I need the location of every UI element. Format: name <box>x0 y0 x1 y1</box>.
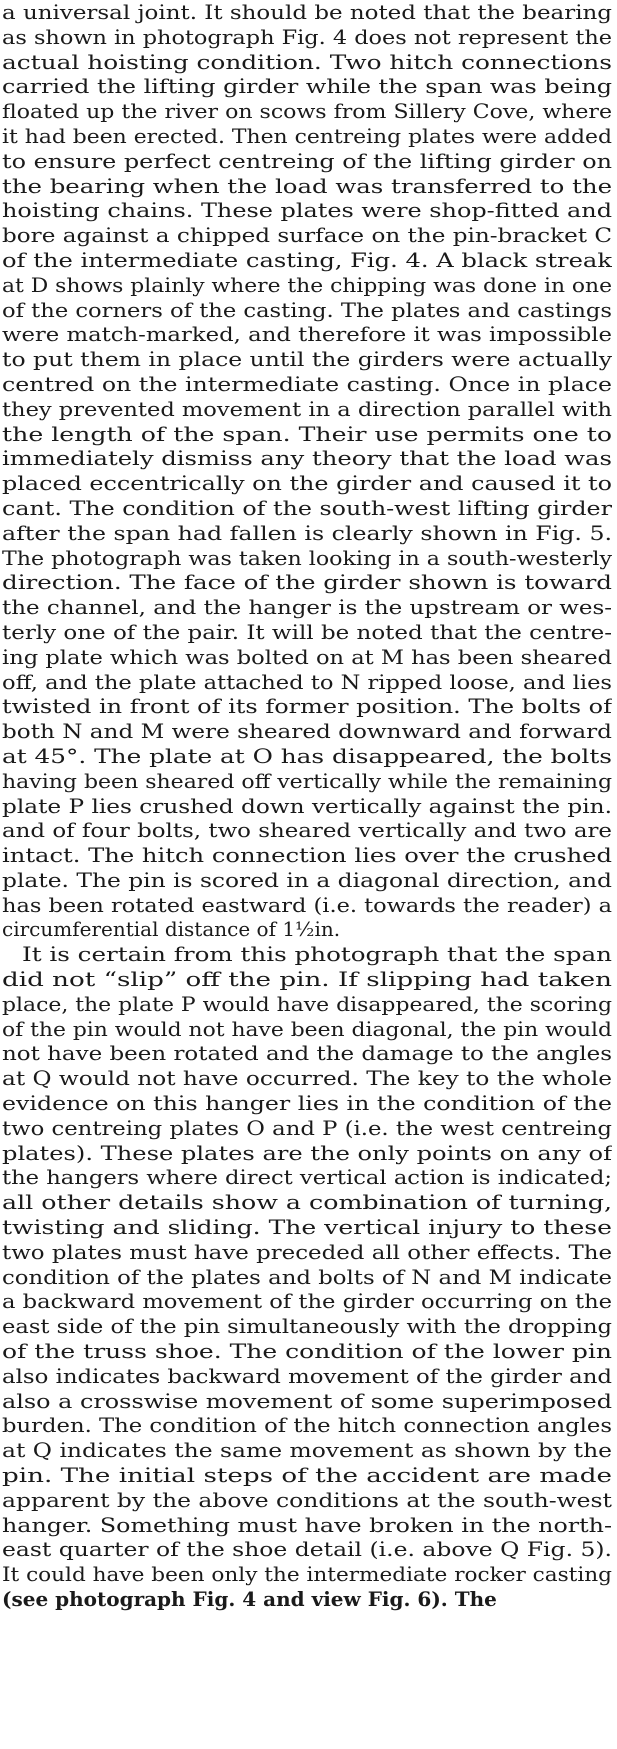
text-line <box>2 1165 612 1190</box>
text-line-content: at Q indicates the same movement as shown by the <box>2 1438 612 1463</box>
text-line-content: of the pin would not have been diagonal, the pin would <box>2 1016 612 1041</box>
text-line-content: carried the lifting girder while the span was being <box>2 74 612 99</box>
text-line <box>2 620 612 645</box>
text-line <box>2 694 612 719</box>
text-line-content: did not “slip” off the pin. If slipping had taken <box>2 967 612 992</box>
text-line-content: the length of the span. Their use permits one to <box>2 421 612 446</box>
text-line-content: at Q would not have occurred. The key to the whole <box>2 1066 612 1091</box>
text-line-content: centred on the intermediate casting. Once in place <box>2 371 612 396</box>
text-line <box>2 1314 612 1339</box>
text-line <box>2 1364 612 1389</box>
text-line <box>2 719 612 744</box>
text-line <box>2 1265 612 1290</box>
text-line <box>2 223 612 248</box>
text-line-content: of the intermediate casting, Fig. 4. A black streak <box>2 247 612 272</box>
text-line-content: having been sheared off vertically while the remaining <box>2 768 612 793</box>
text-line-content: east quarter of the shoe detail (i.e. above Q Fig. 5). <box>2 1537 612 1562</box>
text-line-content: bore against a chipped surface on the pin-bracket C <box>2 223 612 248</box>
text-line <box>2 744 612 769</box>
text-line-content: hanger. Something must have broken in the north- <box>2 1512 612 1537</box>
text-line <box>2 1389 612 1414</box>
text-line <box>2 25 612 50</box>
text-line <box>2 1289 612 1314</box>
text-line <box>2 794 612 819</box>
text-line-content: It is certain from this photograph that the span <box>22 942 612 967</box>
text-line <box>2 397 612 422</box>
text-line-content: actual hoisting condition. Two hitch connections <box>2 49 612 74</box>
text-line <box>2 372 612 397</box>
text-line <box>2 893 612 918</box>
text-line <box>2 1339 612 1364</box>
text-line <box>2 942 612 967</box>
text-line <box>2 174 612 199</box>
text-line <box>2 769 612 794</box>
text-line <box>2 1438 612 1463</box>
text-line <box>2 471 612 496</box>
text-line-content: The photograph was taken looking in a south-westerly <box>2 545 612 570</box>
text-line-content: of the truss shoe. The condition of the lower pin <box>2 1339 612 1364</box>
text-line <box>2 298 612 323</box>
text-line-content: off, and the plate attached to N ripped loose, and lies <box>2 669 612 694</box>
text-line <box>2 917 612 942</box>
text-line-content: were match-marked, and therefore it was impossible <box>2 322 612 347</box>
text-line-content: immediately dismiss any theory that the load was <box>2 446 612 471</box>
text-line <box>2 149 612 174</box>
text-line <box>2 1215 612 1240</box>
text-line <box>2 273 612 298</box>
text-line-content: (see photograph Fig. 4 and view Fig. 6). The <box>2 1587 497 1611</box>
text-line-content: placed eccentrically on the girder and caused it to <box>2 471 612 496</box>
text-line <box>2 570 612 595</box>
paragraph <box>2 942 612 1612</box>
text-line <box>2 1537 612 1562</box>
text-line-content: direction. The face of the girder shown is toward <box>2 570 612 595</box>
text-line <box>2 521 612 546</box>
text-line-content: not have been rotated and the damage to the angles <box>2 1041 612 1066</box>
text-line <box>2 1413 612 1438</box>
text-line <box>2 1240 612 1265</box>
text-line-content: the hangers where direct vertical action is indicated; <box>2 1165 612 1190</box>
paragraph <box>2 0 612 942</box>
text-line-content: of the corners of the casting. The plates and castings <box>2 297 612 322</box>
text-line-content: all other details show a combination of turning, <box>2 1190 612 1215</box>
text-line <box>2 248 612 273</box>
text-line-content: cant. The condition of the south-west lifting girder <box>2 495 612 520</box>
text-line-content: the channel, and the hanger is the upstream or wes- <box>2 595 612 620</box>
text-line <box>2 1017 612 1042</box>
text-line-content: a universal joint. It should be noted that the bearing <box>2 0 612 24</box>
text-line <box>2 546 612 571</box>
text-line-content: at 45°. The plate at O has disappeared, the bolts <box>2 743 612 768</box>
text-line <box>2 1562 612 1587</box>
text-line-content: two centreing plates O and P (i.e. the west centreing <box>2 1115 612 1140</box>
text-line <box>2 422 612 447</box>
text-line <box>2 1141 612 1166</box>
text-line-content: pin. The initial steps of the accident are made <box>2 1463 612 1488</box>
text-line-content: hoisting chains. These plates were shop-fitted and <box>2 198 612 223</box>
text-line-content: terly one of the pair. It will be noted that the centre- <box>2 619 612 644</box>
text-line <box>2 1116 612 1141</box>
text-line <box>2 1463 612 1488</box>
text-line <box>2 670 612 695</box>
text-line <box>2 496 612 521</box>
text-line <box>2 0 612 25</box>
text-line-content: place, the plate P would have disappeared, the scoring <box>2 991 612 1016</box>
text-line-content: burden. The condition of the hitch connection angles <box>2 1413 612 1438</box>
text-line-content: floated up the river on scows from Sillery Cove, where <box>2 99 612 124</box>
text-line-content: evidence on this hanger lies in the condition of the <box>2 1091 612 1116</box>
text-line-content: at D shows plainly where the chipping was done in one <box>2 272 612 297</box>
text-line <box>2 1513 612 1538</box>
text-line-content: both N and M were sheared downward and forward <box>2 719 612 744</box>
text-line <box>2 818 612 843</box>
text-line-content: intact. The hitch connection lies over the crushed <box>2 843 612 868</box>
text-line <box>2 967 612 992</box>
text-line <box>2 1190 612 1215</box>
text-line-content: also indicates backward movement of the girder and <box>2 1363 612 1388</box>
text-line-content: plate P lies crushed down vertically against the pin. <box>2 793 612 818</box>
text-line-content: the bearing when the load was transferred to the <box>2 173 612 198</box>
text-line-content: circumferential distance of 1½in. <box>2 917 341 942</box>
text-line-content: twisted in front of its former position. The bolts of <box>2 694 612 719</box>
text-line-content: plates). These plates are the only points on any of <box>2 1140 612 1165</box>
text-line <box>2 1587 612 1612</box>
text-line-content: a backward movement of the girder occurring on the <box>2 1289 612 1314</box>
text-line-content: and of four bolts, two sheared vertically and two are <box>2 818 612 843</box>
text-line-content: to put them in place until the girders were actually <box>2 347 612 372</box>
text-line <box>2 1488 612 1513</box>
text-line <box>2 74 612 99</box>
text-line-content: to ensure perfect centreing of the lifting girder on <box>2 148 612 173</box>
text-line <box>2 992 612 1017</box>
text-line-content: also a crosswise movement of some superimposed <box>2 1388 612 1413</box>
text-line <box>2 868 612 893</box>
text-line-content: apparent by the above conditions at the south-west <box>2 1487 612 1512</box>
text-line-content: has been rotated eastward (i.e. towards the reader) a <box>2 892 612 917</box>
text-line-content: two plates must have preceded all other effects. The <box>2 1239 612 1264</box>
text-line <box>2 99 612 124</box>
text-line <box>2 446 612 471</box>
text-line <box>2 595 612 620</box>
text-line-content: it had been erected. Then centreing plates were added <box>2 123 612 148</box>
text-line-content: It could have been only the intermediate rocker casting <box>2 1562 612 1587</box>
text-line <box>2 645 612 670</box>
text-line <box>2 1066 612 1091</box>
text-line <box>2 322 612 347</box>
text-line-content: as shown in photograph Fig. 4 does not represent the <box>2 24 612 49</box>
text-line-content: ing plate which was bolted on at M has been sheared <box>2 644 612 669</box>
text-line <box>2 347 612 372</box>
text-line <box>2 843 612 868</box>
text-line-content: condition of the plates and bolts of N and M indicate <box>2 1264 612 1289</box>
text-line <box>2 50 612 75</box>
text-line <box>2 124 612 149</box>
text-line-content: east side of the pin simultaneously with the dropping <box>2 1314 612 1339</box>
text-line-content: after the span had fallen is clearly shown in Fig. 5. <box>2 520 612 545</box>
text-line-content: plate. The pin is scored in a diagonal direction, and <box>2 867 612 892</box>
document-body <box>2 0 612 1612</box>
text-line <box>2 1041 612 1066</box>
text-line-content: they prevented movement in a direction parallel with <box>2 396 612 421</box>
text-line <box>2 198 612 223</box>
text-line <box>2 1091 612 1116</box>
text-line-content: twisting and sliding. The vertical injury to these <box>2 1215 612 1240</box>
